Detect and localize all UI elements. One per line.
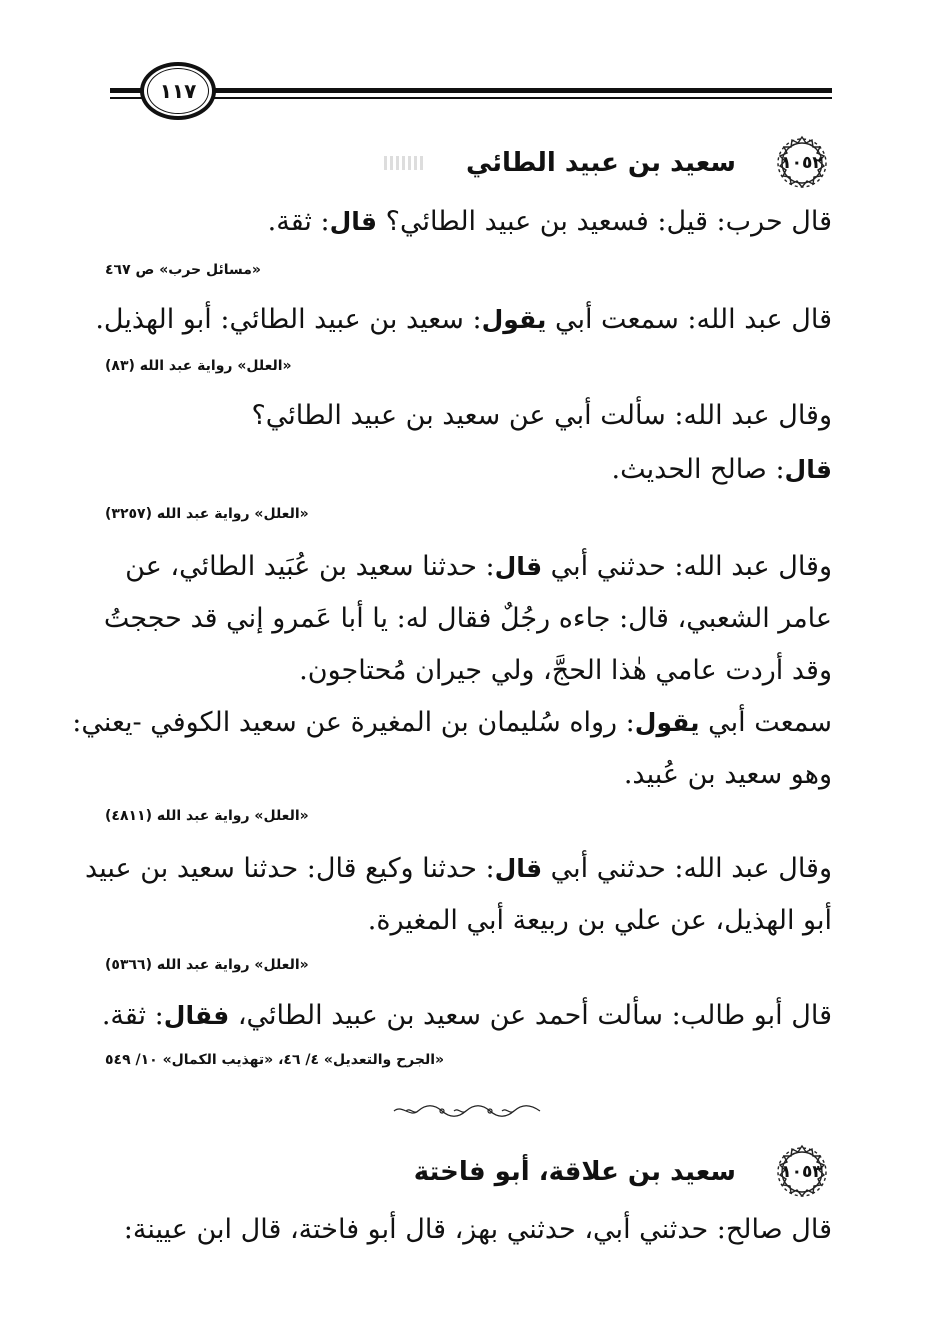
entry-title: سعيد بن علاقة، أبو فاختة bbox=[413, 1157, 736, 1187]
source-reference: «العلل» رواية عبد الله (٤٨١١) bbox=[105, 808, 309, 824]
text-line: وقال عبد الله: سألت أبي عن سعيد بن عبيد الطائي؟ bbox=[251, 400, 832, 431]
header-rule-thin bbox=[110, 97, 832, 99]
text-line: وقال عبد الله: حدثني أبي قال: حدثنا سعيد بن عُبَيد الطائي، عن bbox=[125, 551, 832, 582]
entry-number: ١٠٥٢ bbox=[781, 153, 823, 173]
source-reference: «العلل» رواية عبد الله (٣٢٥٧) bbox=[105, 506, 309, 522]
ornament-divider-icon bbox=[392, 1102, 542, 1120]
source-reference: «العلل» رواية عبد الله (٥٣٦٦) bbox=[105, 957, 309, 973]
text-line: قال أبو طالب: سألت أحمد عن سعيد بن عبيد الطائي، فقال: ثقة. bbox=[101, 1000, 832, 1031]
text-line: عامر الشعبي، قال: جاءه رجُلٌ فقال له: يا أبا عَمرو إني قد حججتُ bbox=[103, 603, 832, 634]
header-rule-thick bbox=[110, 88, 832, 93]
text-line: قال صالح: حدثني أبي، حدثني بهز، قال أبو فاختة، قال ابن عيينة: bbox=[123, 1214, 832, 1245]
text-line: وهو سعيد بن عُبيد. bbox=[623, 759, 832, 790]
entry-number: ١٠٥٣ bbox=[781, 1162, 823, 1182]
text-line: وقال عبد الله: حدثني أبي قال: حدثنا وكيع قال: حدثنا سعيد بن عبيد bbox=[85, 853, 832, 884]
text-line: قال: صالح الحديث. bbox=[611, 454, 832, 485]
entry-title: سعيد بن عبيد الطائي bbox=[465, 148, 736, 178]
entry-header-1053 bbox=[414, 1144, 832, 1200]
text-line: سمعت أبي يقول: رواه سُليمان بن المغيرة عن سعيد الكوفي -يعني: bbox=[72, 707, 832, 738]
entry-header-1052 bbox=[384, 135, 832, 191]
entry-number-badge bbox=[772, 135, 832, 191]
text-line: قال عبد الله: سمعت أبي يقول: سعيد بن عبيد الطائي: أبو الهذيل. bbox=[95, 304, 832, 335]
source-reference: «الجرح والتعديل» ٤/ ٤٦، «تهذيب الكمال» ١٠/ ٥٤٩ bbox=[105, 1052, 445, 1068]
text-line: أبو الهذيل، عن علي بن ربيعة أبي المغيرة. bbox=[367, 905, 832, 936]
source-reference: «العلل» رواية عبد الله (٨٣) bbox=[105, 358, 292, 374]
source-reference: «مسائل حرب» ص ٤٦٧ bbox=[105, 262, 261, 278]
title-shading bbox=[384, 156, 424, 170]
text-line: قال حرب: قيل: فسعيد بن عبيد الطائي؟ قال: ثقة. bbox=[267, 206, 832, 237]
entry-number-badge bbox=[772, 1144, 832, 1200]
page-number: ١١٧ bbox=[147, 68, 209, 114]
text-line: وقد أردت عامي هٰذا الحجَّ، ولي جيران مُحتاجون. bbox=[299, 655, 832, 686]
